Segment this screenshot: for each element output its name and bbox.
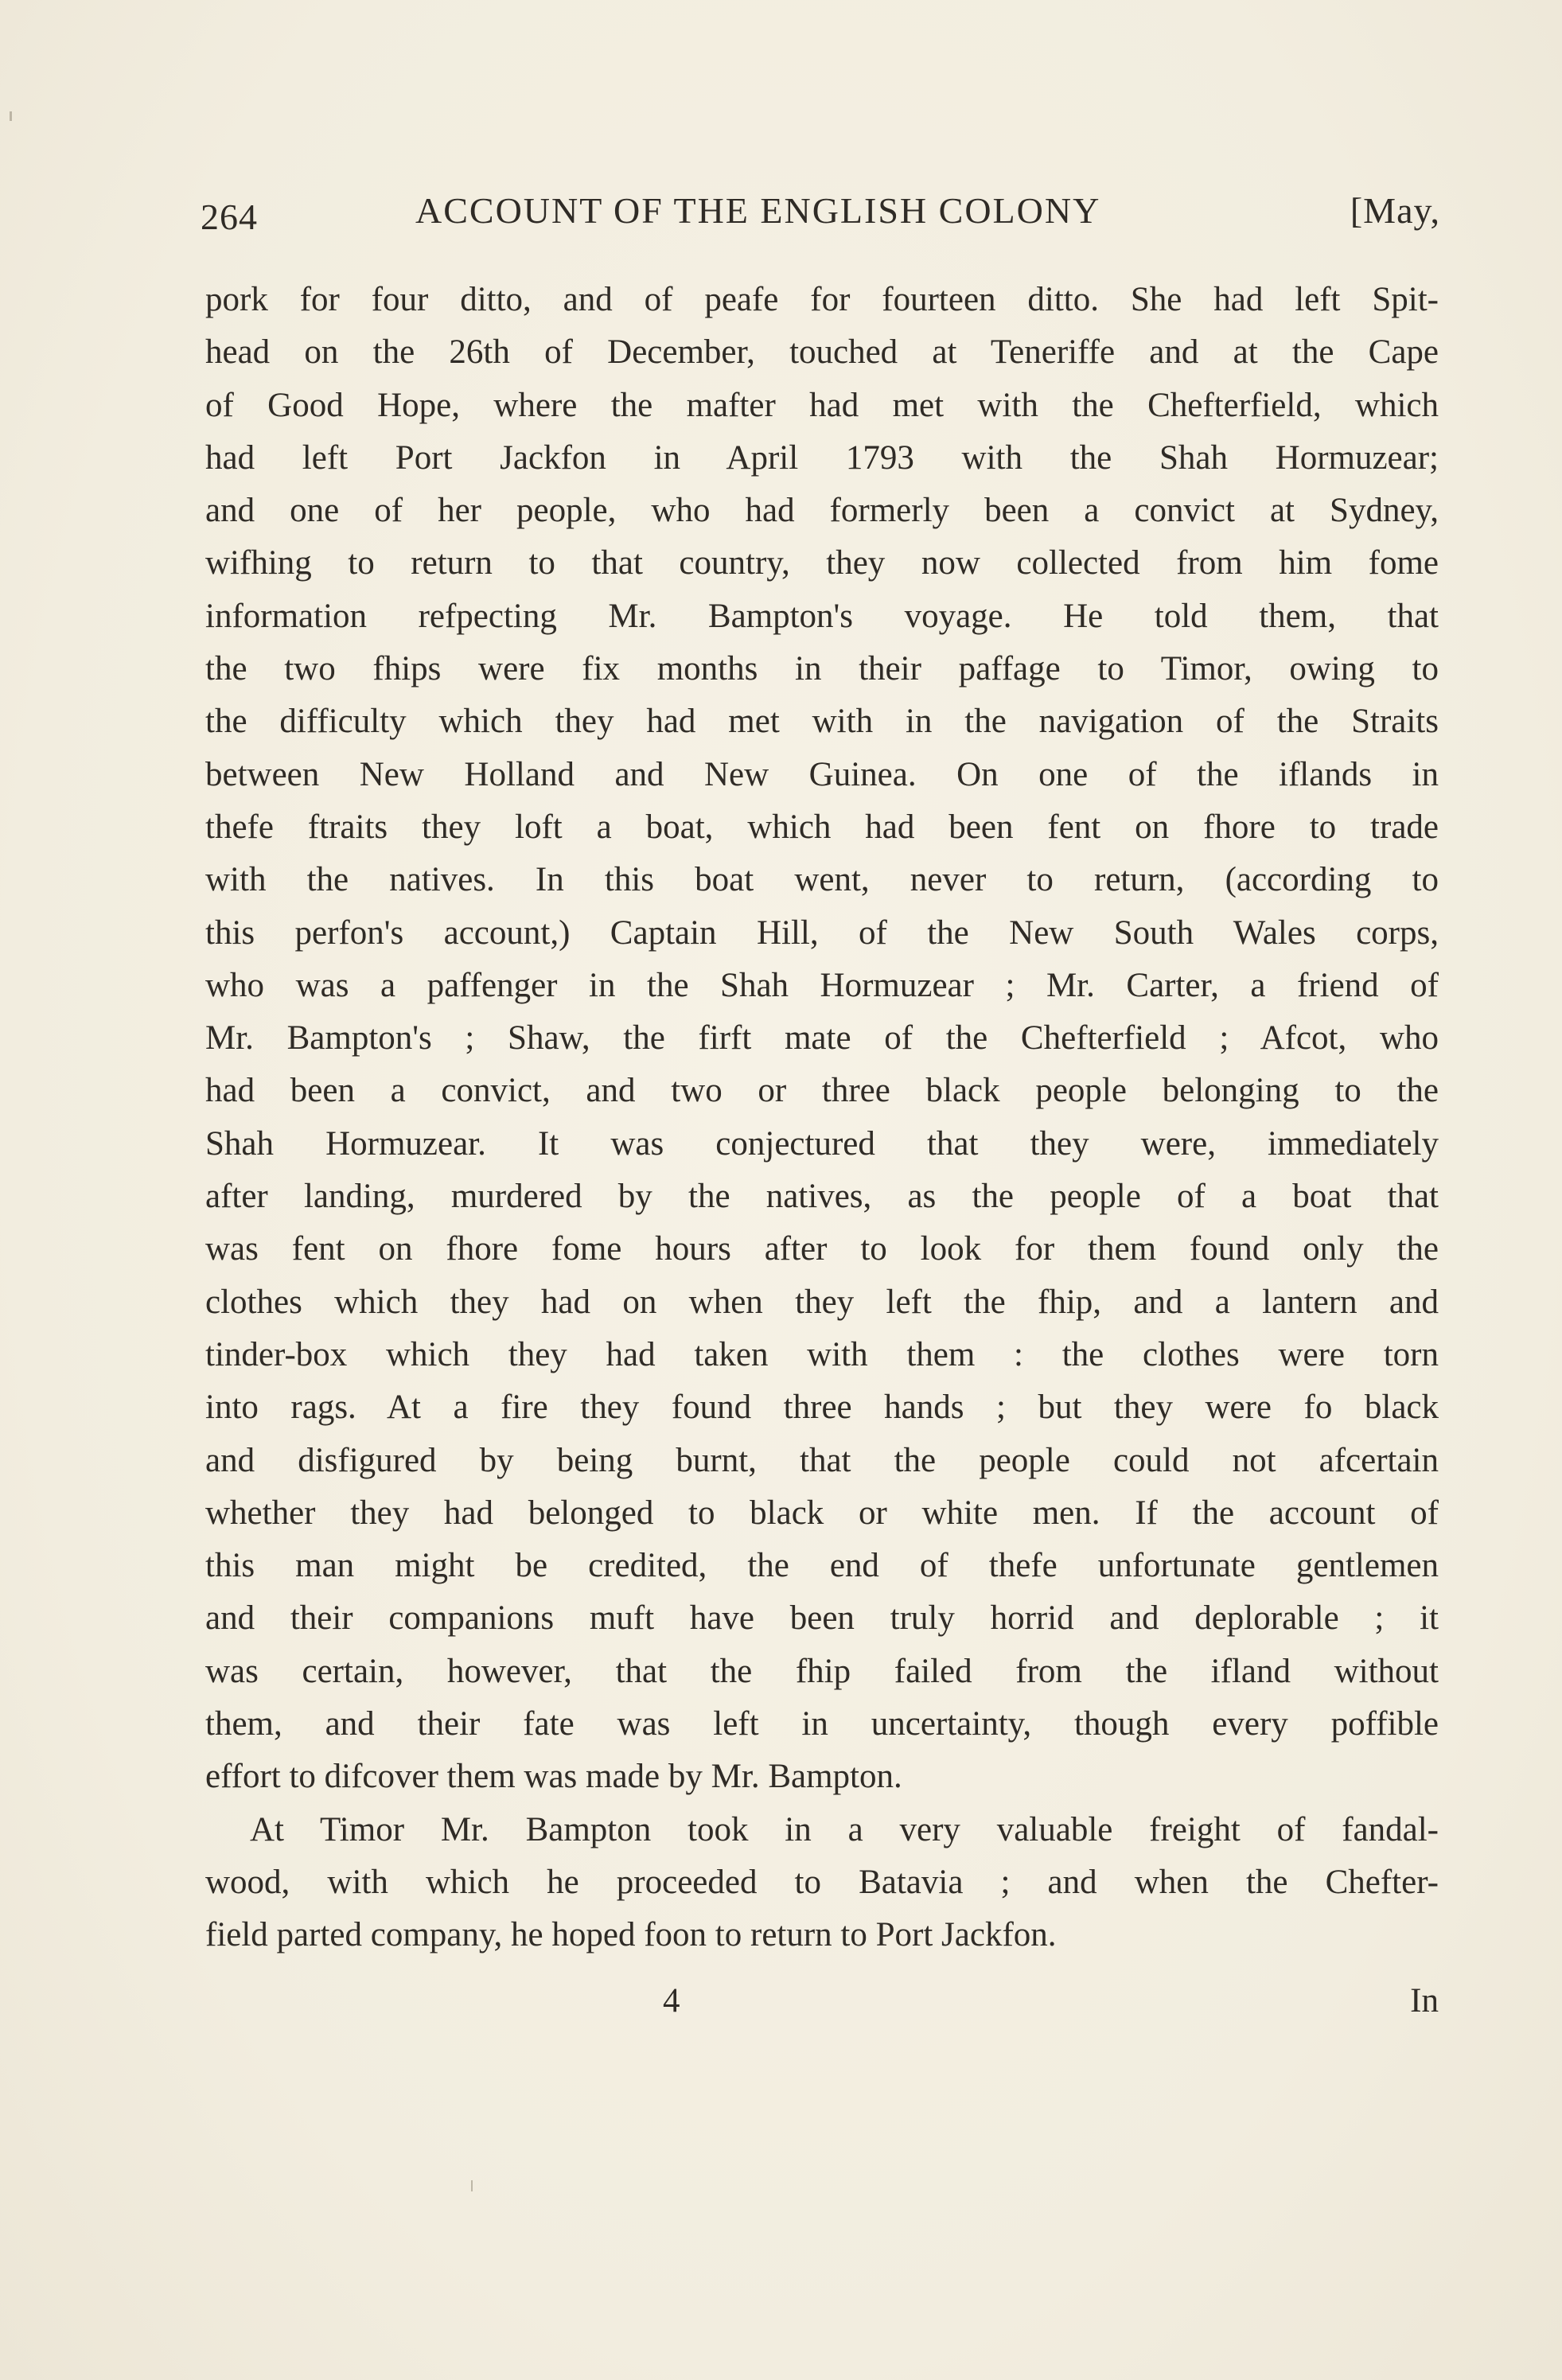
- text-line: information refpecting Mr. Bampton's voyage. He told them, that: [205, 597, 1439, 635]
- text-line: was fent on fhore fome hours after to look for them found only the: [205, 1230, 1439, 1268]
- text-line: the two fhips were fix months in their paffage to Timor, owing to: [205, 650, 1439, 688]
- text-line: was certain, however, that the fhip failed from the ifland without: [205, 1652, 1439, 1690]
- text-line: the difficulty which they had met with in the navigation of the Straits: [205, 703, 1439, 741]
- text-line: who was a paffenger in the Shah Hormuzear ; Mr. Carter, a friend of: [205, 966, 1439, 1004]
- text-line: clothes which they had on when they left the fhip, and a lantern and: [205, 1283, 1439, 1321]
- ink-speck: [10, 111, 12, 121]
- text-line: Mr. Bampton's ; Shaw, the firft mate of the Chefterfield ; Afcot, who: [205, 1019, 1439, 1058]
- text-line: head on the 26th of December, touched at Teneriffe and at the Cape: [205, 333, 1439, 372]
- catchword: In: [1410, 1982, 1439, 2020]
- header-month: [May,: [1350, 190, 1440, 231]
- text-line: and disfigured by being burnt, that the people could not afcertain: [205, 1441, 1439, 1479]
- text-line: this perfon's account,) Captain Hill, of the New South Wales corps,: [205, 913, 1439, 952]
- text-line: wifhing to return to that country, they now collected from him fome: [205, 544, 1439, 582]
- text-line: pork for four ditto, and of peafe for fourteen ditto. She had left Spit-: [205, 281, 1439, 318]
- text-line: between New Holland and New Guinea. On one of the iflands in: [205, 755, 1439, 793]
- text-line: thefe ftraits they loft a boat, which had been fent on fhore to trade: [205, 808, 1439, 846]
- body-text: [205, 274, 1439, 1962]
- text-line: field parted company, he hoped foon to return to Port Jackfon.: [205, 1916, 1057, 1954]
- page-header: [201, 189, 1440, 245]
- text-line: had been a convict, and two or three black people belonging to the: [205, 1072, 1439, 1110]
- text-line: tinder-box which they had taken with them : the clothes were torn: [205, 1335, 1439, 1373]
- signature-mark: 4: [663, 1982, 680, 2020]
- text-line: and their companions muft have been truly horrid and deplorable ; it: [205, 1599, 1439, 1638]
- text-line: of Good Hope, where the mafter had met with the Chefterfield, which: [205, 386, 1439, 424]
- text-line: whether they had belonged to black or white men. If the account of: [205, 1494, 1439, 1532]
- text-line: Shah Hormuzear. It was conjectured that they were, immediately: [205, 1124, 1439, 1163]
- text-line: them, and their fate was left in uncertainty, though every poffible: [205, 1705, 1439, 1743]
- text-line: At Timor Mr. Bampton took in a very valuable freight of fandal-: [250, 1810, 1439, 1848]
- text-line: after landing, murdered by the natives, as the people of a boat that: [205, 1178, 1439, 1216]
- text-line: effort to difcover them was made by Mr. Bampton.: [205, 1758, 902, 1796]
- text-line: and one of her people, who had formerly been a convict at Sydney,: [205, 492, 1439, 530]
- running-head: ACCOUNT OF THE ENGLISH COLONY: [415, 190, 1101, 231]
- text-line: had left Port Jackfon in April 1793 with the Shah Hormuzear;: [205, 438, 1439, 477]
- text-line: with the natives. In this boat went, never to return, (according to: [205, 861, 1439, 899]
- text-line: this man might be credited, the end of thefe unfortunate gentlemen: [205, 1547, 1439, 1585]
- page-footer: [205, 1981, 1439, 2029]
- text-line: wood, with which he proceeded to Batavia ; and when the Chefter-: [205, 1863, 1439, 1901]
- paragraph: [205, 1804, 1439, 1962]
- text-line: into rags. At a fire they found three hands ; but they were fo black: [205, 1389, 1439, 1427]
- ink-speck: [471, 2180, 473, 2191]
- page-number: 264: [201, 197, 258, 237]
- paragraph: [205, 274, 1439, 1804]
